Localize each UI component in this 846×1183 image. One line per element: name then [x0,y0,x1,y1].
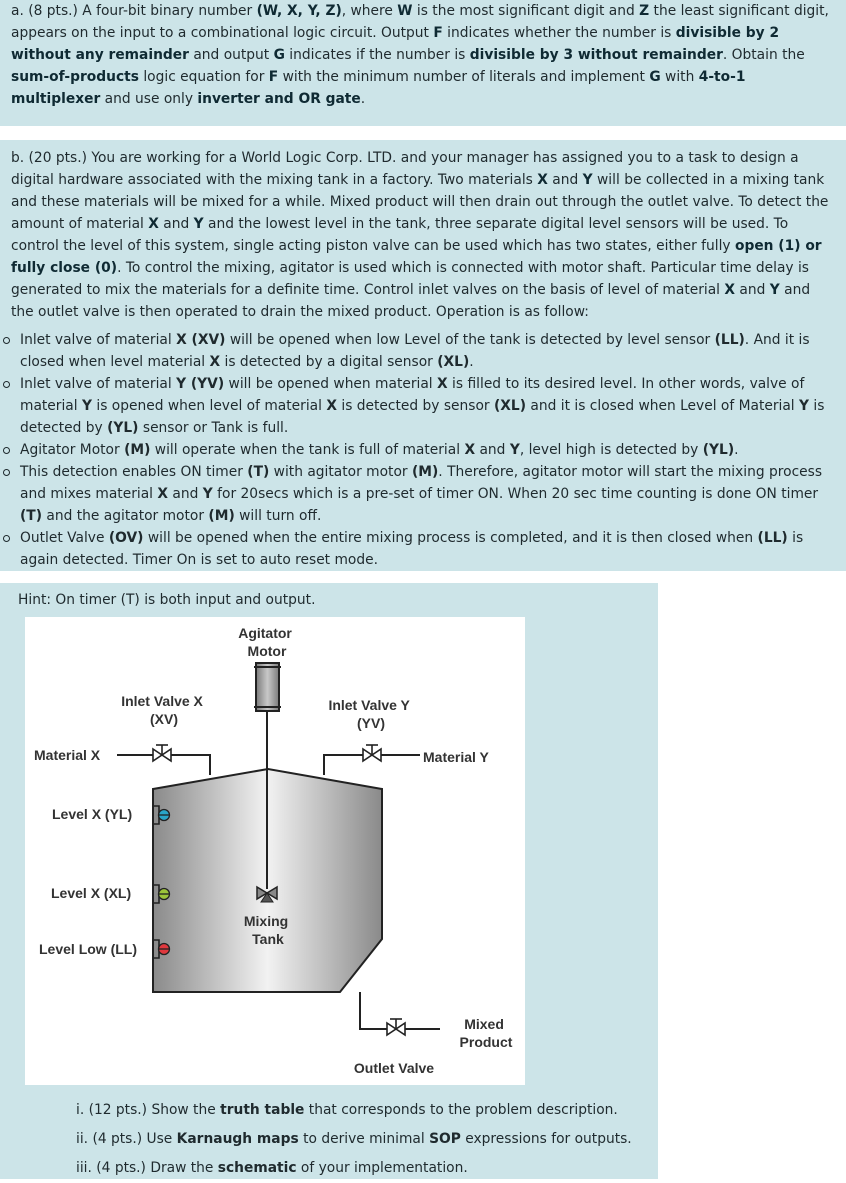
level-x-yl-label: Level X (YL) [52,806,133,822]
agitator-motor-label: Agitator Motor [238,625,292,659]
list-item: i. (12 pts.) Show the truth table that corresponds to the problem description. [76,1102,618,1118]
list-item: iii. (4 pts.) Draw the schematic of your implementation. [76,1160,468,1176]
inlet-valve-y-icon [363,745,381,761]
outlet-valve-label: Outlet Valve [353,1060,435,1076]
part-b-text: b. (20 pts.) You are working for a World Logic Corp. LTD. and your manager has assigned you to a task to design a digital hardware associated with the mixing tank in a factory. Two materials X and Y will be collected in a mixing tank and these materials will be mixed for a while. Mixed product will then drain out through the outlet valve. To detect the amount of material X and Y and the lowest level in the tank, three separate digital level sensors will be used. To control the level of this system, single acting piston valve can be used which has two states, either fully open (1) or fully close (0). To control the mixing, agitator is used which is connected with motor shaft. Particular time delay is generated to mix the materials for a definite time. Control inlet valves on the basis of level of material X and Y and the outlet valve is then operated to drain the mixed product. Operation is as follow: [11,150,829,320]
list-item: ii. (4 pts.) Use Karnaugh maps to derive minimal SOP expressions for outputs. [76,1131,632,1147]
level-low-label: Level Low (LL) [39,941,137,957]
inlet-valve-x-label: Inlet Valve X (XV) [121,693,203,727]
operations-list [0,329,836,571]
list-item: Agitator Motor (M) will operate when the tank is full of material X and Y, level high is detected by (YL). [0,439,836,461]
question-list [76,1096,632,1183]
agitator-motor-icon [256,663,279,711]
material-y-label: Material Y [423,749,489,765]
material-x-label: Material X [34,747,101,763]
list-item: Outlet Valve (OV) will be opened when the entire mixing process is completed, and it is then closed when (LL) is again detected. Timer On is set to auto reset mode. [0,527,836,571]
part-a-text: a. (8 pts.) A four-bit binary number (W, X, Y, Z), where W is the most significant digit and Z the least significant digit, appears on the input to a combinational logic circuit. Output F indicates whether the number is divisible by 2 without any remainder and output G indicates if the number is divisible by 3 without remainder. Obtain the sum-of-products logic equation for F with the minimum number of literals and implement G with 4-to-1 multiplexer and use only inverter and OR gate. [11,3,829,107]
mixing-tank-label: Mixing Tank [243,913,289,947]
list-item: This detection enables ON timer (T) with agitator motor (M). Therefore, agitator motor will start the mixing process and mixes material X and Y for 20secs which is a pre-set of timer ON. When 20 sec time counting is done ON timer (T) and the agitator motor (M) will turn off. [0,461,836,527]
mixing-tank-diagram [25,617,525,1085]
inlet-valve-x-icon [153,745,171,761]
inlet-valve-y-label: Inlet Valve Y (YV) [328,697,410,731]
mixed-product-label: Mixed Product [459,1016,513,1050]
level-x-xl-label: Level X (XL) [51,885,132,901]
list-item: Inlet valve of material Y (YV) will be opened when material X is filled to its desired level. In other words, valve of material Y is opened when level of material X is detected by sensor (XL) and it is closed when Level of Material Y is detected by (YL) sensor or Tank is full. [0,373,836,439]
list-item: Inlet valve of material X (XV) will be opened when low Level of the tank is detected by level sensor (LL). And it is closed when level material X is detected by a digital sensor (XL). [0,329,836,373]
outlet-valve-icon [387,1019,405,1035]
outlet-pipe [360,992,440,1029]
hint-text: Hint: On timer (T) is both input and output. [18,592,316,608]
inlet-pipe-y [324,755,420,775]
inlet-pipe-x [117,755,210,775]
